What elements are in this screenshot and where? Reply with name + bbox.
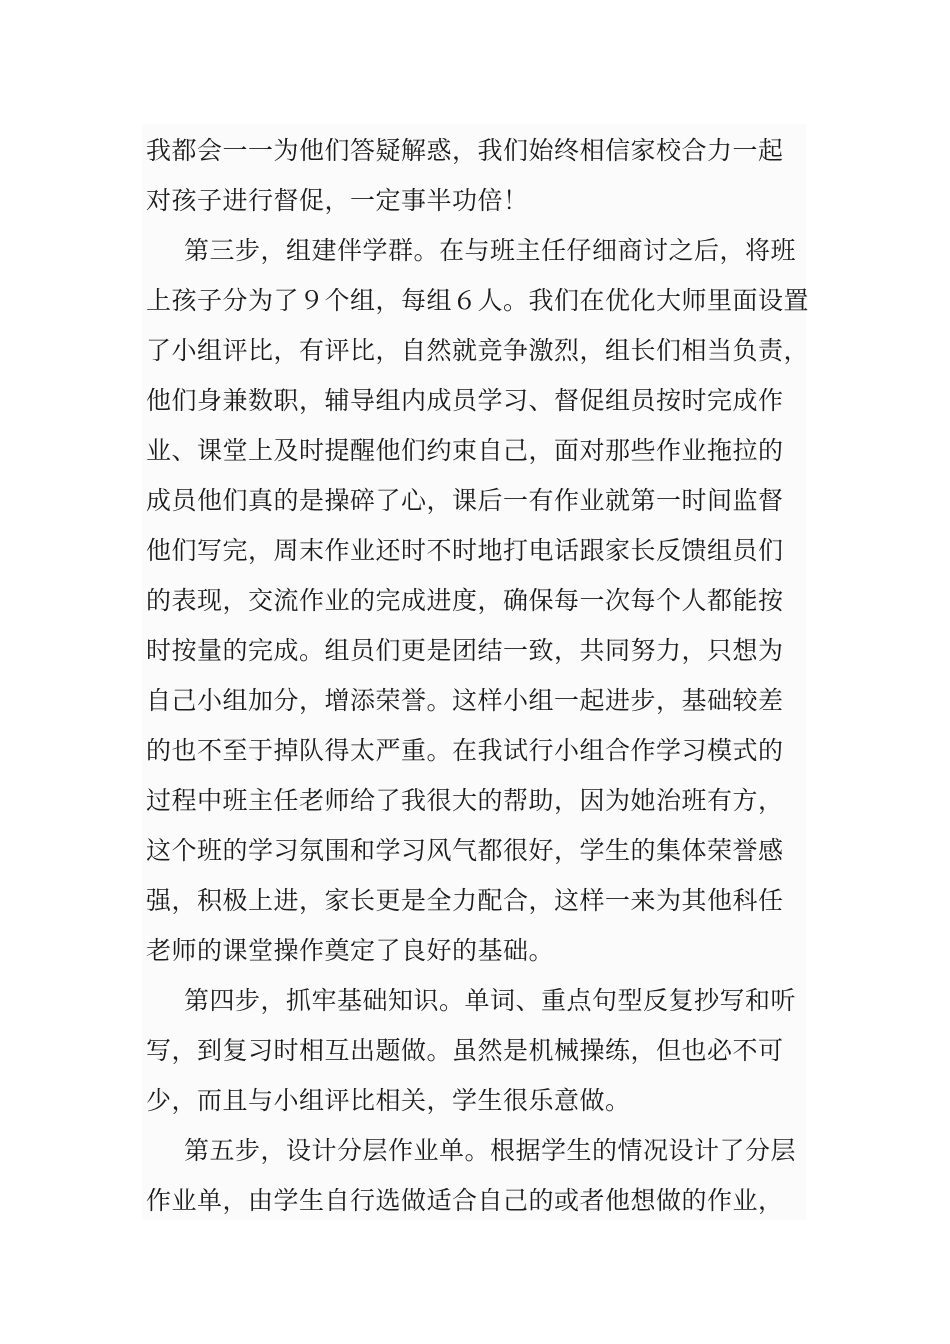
text-line: 强，积极上进，家长更是全力配合，这样一来为其他科任 (146, 886, 784, 915)
text-line: 第四步，抓牢基础知识。单词、重点句型反复抄写和听 (184, 986, 797, 1015)
text-line: 自己小组加分，增添荣誉。这样小组一起进步，基础较差 (146, 686, 784, 715)
paragraph-step-five (146, 1126, 802, 1226)
text-line: 时按量的完成。组员们更是团结一致，共同努力，只想为 (146, 636, 784, 665)
paragraph-step-three (146, 226, 810, 976)
text-line: 第三步，组建伴学群。在与班主任仔细商讨之后，将班 (184, 236, 797, 265)
text-line: 业、课堂上及时提醒他们约束自己，面对那些作业拖拉的 (146, 436, 784, 465)
text-line: 了小组评比，有评比，自然就竞争激烈，组长们相当负责， (146, 336, 810, 365)
text-line: 上孩子分为了９个组，每组６人。我们在优化大师里面设置 (146, 286, 810, 315)
text-line: 少，而且与小组评比相关，学生很乐意做。 (146, 1086, 631, 1115)
text-line: 的表现，交流作业的完成进度，确保每一次每个人都能按 (146, 586, 784, 615)
text-line: 他们写完，周末作业还时不时地打电话跟家长反馈组员们 (146, 536, 784, 565)
text-line: 成员他们真的是操碎了心，课后一有作业就第一时间监督 (146, 486, 784, 515)
text-line: 作业单，由学生自行选做适合自己的或者他想做的作业， (146, 1186, 784, 1215)
paragraph-step-four (146, 976, 802, 1126)
text-line: 老师的课堂操作奠定了良好的基础。 (146, 936, 555, 965)
text-line: 对孩子进行督促，一定事半功倍！ (146, 186, 529, 215)
text-line: 这个班的学习氛围和学习风气都很好，学生的集体荣誉感 (146, 836, 784, 865)
text-line: 我都会一一为他们答疑解惑，我们始终相信家校合力一起 (146, 136, 784, 165)
text-line: 过程中班主任老师给了我很大的帮助，因为她治班有方， (146, 786, 784, 815)
document-text-block (142, 124, 810, 1220)
text-line: 的也不至于掉队得太严重。在我试行小组合作学习模式的 (146, 736, 784, 765)
paragraph-1 (146, 126, 802, 226)
text-line: 他们身兼数职，辅导组内成员学习、督促组员按时完成作 (146, 386, 784, 415)
text-line: 第五步，设计分层作业单。根据学生的情况设计了分层 (184, 1136, 797, 1165)
text-line: 写，到复习时相互出题做。虽然是机械操练，但也必不可 (146, 1036, 784, 1065)
